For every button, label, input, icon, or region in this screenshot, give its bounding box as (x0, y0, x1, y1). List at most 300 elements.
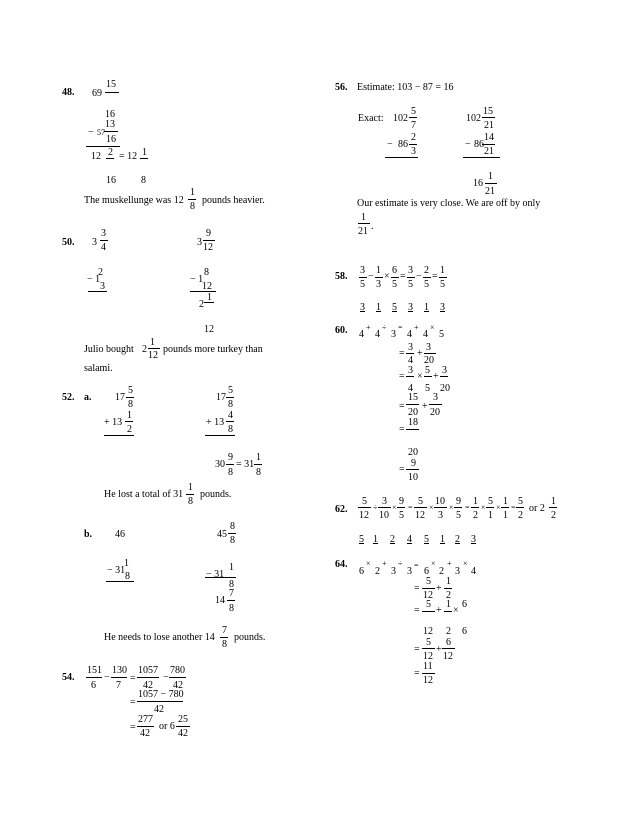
math-text: 8 (125, 571, 130, 582)
math-text: 1 (207, 292, 212, 303)
math-text: Estimate: 103 − 87 = 16 (357, 82, 454, 93)
math-text: 5 (362, 496, 367, 507)
math-text: 1 (376, 265, 381, 276)
answer-statement: pounds heavier. (202, 195, 265, 206)
fraction-bar (423, 277, 431, 278)
math-text: + (447, 559, 452, 568)
math-text: . (371, 221, 374, 232)
answer-statement: He lost a total of 31 (104, 489, 184, 500)
math-text: 5 (440, 279, 445, 290)
math-text: 2 (127, 424, 132, 435)
math-text: ÷ (398, 559, 403, 568)
math-text: 2 (199, 299, 204, 310)
math-text: 8 (228, 467, 233, 478)
rule-line (88, 291, 107, 292)
math-text: 5 (359, 534, 364, 545)
math-text: 1057 (138, 665, 158, 676)
math-text: 2 (142, 344, 147, 355)
fraction-bar (397, 507, 405, 508)
math-text: 5 (424, 534, 429, 545)
math-text: 8 (230, 521, 235, 532)
math-text: 5 (392, 302, 397, 313)
fraction-bar (406, 376, 414, 377)
fraction-bar (100, 240, 108, 241)
math-text: 3 (408, 302, 413, 313)
math-text: 12 (91, 151, 101, 162)
math-text: = (399, 371, 405, 382)
math-text: 10 (408, 472, 418, 483)
answer-statement: Our estimate is very close. We are off by only (357, 198, 541, 209)
math-text: + (436, 583, 442, 594)
fraction-bar (471, 507, 479, 508)
math-text: 4 (359, 329, 364, 340)
math-text: 3 (101, 228, 106, 239)
math-text: 6 (424, 566, 429, 577)
math-text: 1 (551, 496, 556, 507)
math-text: 5 (518, 496, 523, 507)
fraction-bar (482, 117, 495, 118)
math-text: 4 (471, 566, 476, 577)
fraction-bar (203, 240, 215, 241)
math-text: 5 (425, 383, 430, 394)
fraction-bar (188, 199, 196, 200)
math-text: 1 (361, 212, 366, 223)
math-text: 7 (116, 680, 121, 691)
math-text: 3 (455, 566, 460, 577)
math-text: = (399, 424, 405, 435)
math-text: 16 (473, 178, 483, 189)
math-text: 5 (418, 496, 423, 507)
math-text: × (430, 323, 435, 332)
math-text: 9 (206, 228, 211, 239)
math-text: ÷ (373, 503, 378, 512)
math-text: 16 (105, 109, 115, 120)
math-text: 20 (408, 407, 418, 418)
math-text: − (368, 271, 374, 282)
rule-line (385, 157, 418, 158)
math-text: 2 (375, 566, 380, 577)
fraction-bar (422, 588, 435, 589)
math-text: 5 (426, 599, 431, 610)
math-text: 7 (229, 588, 234, 599)
fraction-bar (105, 92, 119, 93)
math-text: 7 (411, 120, 416, 131)
rule-line (205, 577, 236, 578)
math-text: 5 (426, 576, 431, 587)
rule-line (106, 581, 134, 582)
math-text: 5 (439, 329, 444, 340)
math-text: = (400, 271, 406, 282)
math-text: = 31 (236, 459, 255, 470)
fraction-bar (485, 183, 497, 184)
math-text: 10 (379, 510, 389, 521)
math-text: × (496, 503, 501, 512)
math-text: 25 (178, 714, 188, 725)
math-text: 12 (204, 324, 214, 335)
math-text: 4 (375, 329, 380, 340)
math-text: = (414, 644, 420, 655)
math-text: 2 (551, 510, 556, 521)
math-text: 1 (503, 510, 508, 521)
fraction-bar (434, 507, 447, 508)
math-text: Exact: (358, 113, 384, 124)
math-text: 1 (424, 302, 429, 313)
fraction-bar (406, 404, 419, 405)
math-text: 1 (142, 147, 147, 158)
fraction-bar (359, 277, 367, 278)
math-text: 12 (415, 510, 425, 521)
math-text: × (449, 503, 454, 512)
math-text: 1 (440, 265, 445, 276)
math-text: 2 (473, 510, 478, 521)
fraction-bar (204, 302, 214, 303)
math-text: 1 (373, 534, 378, 545)
math-text: 3 (391, 329, 396, 340)
math-text: = (432, 271, 438, 282)
math-text: 3 (92, 237, 97, 248)
math-text: 17 (115, 392, 125, 403)
math-text: 86 (474, 139, 484, 150)
fraction-bar (220, 637, 228, 638)
math-text: 5 (399, 510, 404, 521)
math-text: 4 (408, 383, 413, 394)
fraction-bar (486, 507, 494, 508)
fraction-bar (111, 677, 127, 678)
math-text: = (414, 583, 420, 594)
fraction-bar (226, 397, 234, 398)
math-text: 780 (170, 665, 185, 676)
math-text: 4 (423, 329, 428, 340)
math-text: 5 (392, 279, 397, 290)
fraction-bar (406, 353, 414, 354)
math-text: 3 (100, 281, 105, 292)
math-text: 8 (229, 603, 234, 614)
math-text: 1 (488, 510, 493, 521)
math-text: 12 (423, 590, 433, 601)
math-text: 8 (228, 399, 233, 410)
fraction-bar (358, 223, 370, 224)
math-text: 8 (228, 424, 233, 435)
math-text: 3 (360, 302, 365, 313)
math-text: 3 (391, 566, 396, 577)
math-text: 130 (112, 665, 127, 676)
rule-line (190, 291, 216, 292)
math-text: × (429, 503, 434, 512)
fraction-bar (440, 376, 448, 377)
math-text: − (88, 127, 94, 138)
math-text: 42 (143, 680, 153, 691)
math-text: 1 (150, 337, 155, 348)
math-text: = (399, 401, 405, 412)
math-text: 5 (408, 279, 413, 290)
fraction-bar (228, 533, 236, 534)
fraction-bar (409, 117, 417, 118)
math-text: × (392, 503, 397, 512)
math-text: − 1 (190, 274, 204, 285)
math-text: or 2 (529, 503, 545, 514)
math-text: 12 (203, 242, 213, 253)
fraction-bar (254, 464, 262, 465)
math-text: 14 (215, 595, 225, 606)
math-text: 3 (360, 265, 365, 276)
math-text: 4 (101, 242, 106, 253)
fraction-bar (227, 600, 235, 601)
math-text: − 31 (206, 569, 225, 580)
math-text: + (436, 644, 442, 655)
math-text: 1 (188, 482, 193, 493)
math-text: 3 (376, 279, 381, 290)
math-text: 4 (407, 329, 412, 340)
math-text: 30 (215, 459, 225, 470)
math-text: 3 (408, 342, 413, 353)
rule-line (463, 157, 500, 158)
fraction-bar (176, 726, 190, 727)
math-text: 15 (483, 106, 493, 117)
fraction-bar (422, 673, 435, 674)
fraction-bar (406, 469, 419, 470)
math-text: 1 (488, 171, 493, 182)
fraction-bar (137, 677, 159, 678)
math-text: = (414, 561, 419, 570)
math-text: 1057 − 780 (138, 689, 184, 700)
fraction-bar (137, 701, 183, 702)
math-text: 3 (408, 365, 413, 376)
math-text: 151 (87, 665, 102, 676)
math-text: − (387, 139, 393, 150)
fraction-bar (226, 464, 234, 465)
math-text: = (398, 323, 403, 332)
math-text: 1 (503, 496, 508, 507)
math-text: 3 (426, 342, 431, 353)
math-text: 20 (408, 447, 418, 458)
fraction-bar (148, 348, 160, 349)
fraction-bar (86, 677, 102, 678)
math-text: 3 (408, 265, 413, 276)
fraction-bar (501, 507, 509, 508)
problem-number-62: 62. (335, 504, 348, 515)
fraction-bar (140, 158, 148, 159)
math-text: 18 (408, 417, 418, 428)
math-text: × (481, 503, 486, 512)
math-text: 8 (141, 175, 146, 186)
math-text: 69 (92, 88, 102, 99)
math-text: 8 (229, 579, 234, 590)
math-text: 1 (446, 576, 451, 587)
math-text: 9 (228, 452, 233, 463)
math-text: 1 (440, 534, 445, 545)
fraction-bar (442, 648, 455, 649)
math-text: 8 (190, 201, 195, 212)
math-text: − (104, 672, 110, 683)
math-text: − (416, 271, 422, 282)
math-text: 3 (471, 534, 476, 545)
math-text: 2 (439, 566, 444, 577)
math-text: 16 (106, 134, 116, 145)
math-text: = (465, 503, 470, 512)
fraction-bar (375, 277, 383, 278)
problem-number-60: 60. (335, 325, 348, 336)
math-text: 15 (408, 392, 418, 403)
math-text: ÷ (382, 323, 387, 332)
math-text: = (408, 503, 413, 512)
math-text: 3 (438, 510, 443, 521)
math-text: + (433, 371, 439, 382)
math-text: 3 (442, 365, 447, 376)
math-text: 2 (108, 147, 113, 158)
fraction-bar (378, 507, 391, 508)
fraction-bar (444, 588, 452, 589)
answer-statement: He needs to lose another 14 (104, 632, 215, 643)
answer-statement: Julio bought (84, 344, 134, 355)
math-text: 7 (222, 625, 227, 636)
math-text: × (417, 371, 423, 382)
math-text: + 13 (104, 417, 123, 428)
math-text: 6 (392, 265, 397, 276)
math-text: 5 (411, 106, 416, 117)
math-text: 86 (398, 139, 408, 150)
math-text: = (130, 697, 136, 708)
fraction-bar (126, 397, 134, 398)
math-text: 8 (230, 535, 235, 546)
math-text: 5 (456, 510, 461, 521)
part-label-b: b. (84, 529, 93, 540)
math-text: 2 (411, 132, 416, 143)
math-text: 4 (407, 534, 412, 545)
math-text: 2 (446, 590, 451, 601)
math-text: 20 (440, 383, 450, 394)
math-text: = (399, 348, 405, 359)
answer-statement: The muskellunge was 12 (84, 195, 184, 206)
math-text: − (163, 672, 169, 683)
math-text: + (417, 348, 423, 359)
math-text: 12 (443, 651, 453, 662)
math-text: 12 (202, 281, 212, 292)
fraction-bar (429, 404, 442, 405)
math-text: 21 (358, 226, 368, 237)
math-text: 3 (382, 496, 387, 507)
math-text: 8 (128, 399, 133, 410)
math-text: 1 (190, 187, 195, 198)
math-text: 5 (228, 385, 233, 396)
math-text: 1 (229, 562, 234, 573)
math-text: 12 (423, 675, 433, 686)
fraction-bar (454, 507, 462, 508)
answer-statement: salami. (84, 363, 113, 374)
rule-line (86, 146, 120, 147)
math-text: 5 (424, 279, 429, 290)
math-text: 5 (128, 385, 133, 396)
fraction-bar (422, 648, 435, 649)
problem-number-48: 48. (62, 87, 75, 98)
math-text: − 31 (107, 565, 126, 576)
math-text: 8 (256, 467, 261, 478)
math-text: 102 (466, 113, 481, 124)
fraction-bar (391, 277, 399, 278)
math-text: 17 (216, 392, 226, 403)
math-text: 12 (423, 651, 433, 662)
fraction-bar (186, 494, 194, 495)
fraction-bar (549, 507, 557, 508)
math-text: 42 (140, 728, 150, 739)
math-text: 20 (430, 407, 440, 418)
math-text: 9 (399, 496, 404, 507)
fraction-bar (439, 277, 447, 278)
problem-number-54: 54. (62, 672, 75, 683)
math-text: + (436, 605, 442, 616)
math-text: 2 (518, 510, 523, 521)
math-text: 9 (456, 496, 461, 507)
math-text: 6 (462, 626, 467, 637)
math-text: 1 (446, 599, 451, 610)
math-text: − 1 (87, 274, 101, 285)
math-text: 1 (376, 302, 381, 313)
math-text: 1 (124, 558, 129, 569)
fraction-bar (516, 507, 524, 508)
math-text: 5 (488, 496, 493, 507)
math-text: 5 (426, 637, 431, 648)
math-text: + 13 (206, 417, 225, 428)
math-text: 12 (359, 510, 369, 521)
math-text: 46 (115, 529, 125, 540)
math-text: 3 (197, 237, 202, 248)
math-text: 21 (485, 186, 495, 197)
fraction-bar (444, 611, 452, 612)
math-text: 9 (411, 458, 416, 469)
answer-statement: pounds. (200, 489, 232, 500)
math-text: 3 (433, 392, 438, 403)
math-text: 8 (222, 639, 227, 650)
fraction-bar (125, 421, 133, 422)
math-text: 14 (484, 132, 494, 143)
math-text: 21 (484, 146, 494, 157)
math-text: 2 (424, 265, 429, 276)
math-text: 42 (173, 680, 183, 691)
math-text: 2 (446, 626, 451, 637)
math-text: 4 (408, 355, 413, 366)
answer-statement: pounds more turkey than (163, 344, 263, 355)
math-text: 6 (446, 637, 451, 648)
fraction-bar (422, 611, 435, 612)
math-text: 2 (390, 534, 395, 545)
math-text: 16 (106, 175, 116, 186)
fraction-bar (414, 507, 427, 508)
math-text: − (465, 139, 471, 150)
math-text: = (399, 464, 405, 475)
fraction-bar (424, 353, 436, 354)
math-text: × (384, 271, 390, 282)
problem-number-64: 64. (335, 559, 348, 570)
fraction-bar (406, 429, 419, 430)
math-text: 5 (360, 279, 365, 290)
math-text: 2 (98, 267, 103, 278)
math-text: + (382, 559, 387, 568)
math-text: × (431, 559, 436, 568)
math-text: 10 (435, 496, 445, 507)
problem-number-56: 56. (335, 82, 348, 93)
math-text: 8 (204, 267, 209, 278)
answer-statement: pounds. (234, 632, 266, 643)
math-text: 6 (91, 680, 96, 691)
math-text: 20 (424, 355, 434, 366)
math-text: 3 (440, 302, 445, 313)
math-text: 12 (423, 626, 433, 637)
problem-number-52: 52. (62, 392, 75, 403)
math-text: 1 (473, 496, 478, 507)
math-text: × (366, 559, 371, 568)
math-text: 21 (484, 120, 494, 131)
math-text: + (366, 323, 371, 332)
math-text: 1 (127, 410, 132, 421)
